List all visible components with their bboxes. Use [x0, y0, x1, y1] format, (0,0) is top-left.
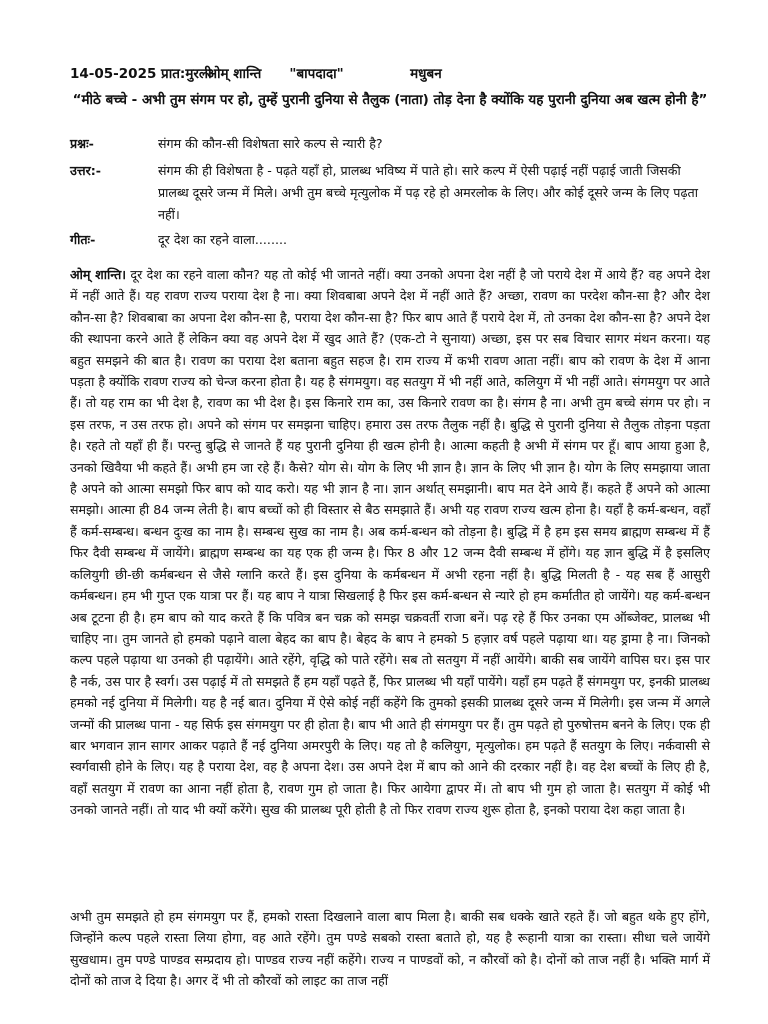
- body-paragraph-1-text: दूर देश का रहने वाला कौन? यह तो कोई भी जानते नहीं। क्या उनको अपना देश नहीं है जो पराये देश में आये हैं? वह अपने देश में नहीं आते हैं। यह रावण राज्य पराया देश है ना। क्या शिवबाबा अपने देश में नहीं आते हैं? अच्छा, रावण का परदेश कौन-सा है? और देश कौन-सा है? शिवबाबा का अपना देश कौन-सा है, पराया देश कौन-सा है? फिर बाप आते हैं पराये देश में, तो उनका देश कौन-सा है? अपने देश की स्थापना करने आते हैं लेकिन क्या वह अपने देश में खुद आते हैं? (एक-टो ने सुनाया) अच्छा, इस पर सब विचार सागर मंथन करना। यह बहुत समझने की बात है। रावण का पराया देश बताना बहुत सहज है। राम राज्य में कभी रावण आता नहीं। बाप को रावण के देश में आना पड़ता है क्योंकि रावण राज्य को चेन्ज करना होता है। यह है संगमयुग। वह सतयुग में भी नहीं आते, कलियुग में भी नहीं आते। संगमयुग पर आते हैं। तो यह राम का भी देश है, रावण का भी देश है। इस किनारे राम का, उस किनारे रावण का है। संगम है ना। अभी तुम बच्चे संगम पर हो। न इस तरफ, न उस तरफ हो। अपने को संगम पर समझना चाहिए। हमारा उस तरफ तैलुक नहीं है। बुद्धि से पुरानी दुनिया से तैलुक तोड़ना पड़ता है। रहते तो यहाँ ही हैं। परन्तु बुद्धि से जानते हैं यह पुरानी दुनिया ही खत्म होनी है। आत्मा कहती है अभी में संगम पर हूँ। बाप आया हुआ है, उनको खिवैया भी कहते हैं। अभी हम जा रहे हैं। कैसे? योग से। योग के लिए भी ज्ञान है। ज्ञान के लिए भी ज्ञान है। योग के लिए समझाया जाता है अपने को आत्मा समझो फिर बाप को याद करो। यह भी ज्ञान है ना। ज्ञान अर्थात् समझानी। बाप मत देने आये हैं। कहते हैं अपने को आत्मा समझो। आत्मा ही 84 जन्म लेती है। बाप बच्चों को ही विस्तार से बैठ समझाते हैं। अभी यह रावण राज्य खत्म होना है। यहाँ है कर्म-बन्धन, वहाँ हैं कर्म-सम्बन्ध। बन्धन दुःख का नाम है। सम्बन्ध सुख का नाम है। अब कर्म-बन्धन को तोड़ना है। बुद्धि में है हम इस समय ब्राह्मण सम्बन्ध में हैं फिर दैवी सम्बन्ध में जायेंगे। ब्राह्मण सम्बन्ध का यह एक ही जन्म है। फिर 8 और 12 जन्म दैवी सम्बन्ध में होंगे। यह ज्ञान बुद्धि में है इसलिए कलियुगी छी-छी कर्मबन्धन से जैसे ग्लानि करते हैं। इस दुनिया के कर्मबन्धन में अभी रहना नहीं है। बुद्धि मिलती है - यह सब हैं आसुरी कर्मबन्धन। हम भी गुप्त एक यात्रा पर हैं। यह बाप ने यात्रा सिखलाई है फिर इस कर्म-बन्धन से न्यारे हो हम कर्मातीत हो जायेंगे। यह कर्म-बन्धन अब टूटना ही है। हम बाप को याद करते हैं कि पवित्र बन चक्र को समझ चक्रवर्ती राजा बनें। पढ़ रहे हैं फिर उनका एम ऑब्जेक्ट, प्रालब्ध भी चाहिए ना। तुम जानते हो हमको पढ़ाने वाला बेहद का बाप है। बेहद के बाप ने हमको 5 हज़ार वर्ष पहले पढ़ाया था। यह ड्रामा है ना। जिनको कल्प पहले पढ़ाया था उनको ही पढ़ायेंगे। आते रहेंगे, वृद्धि को पाते रहेंगे। सब तो सतयुग में नहीं आयेंगे। बाकी सब जायेंगे वापिस घर। इस पार है नर्क, उस पार है स्वर्ग। उस पढ़ाई में तो समझते हैं हम यहाँ पढ़ते हैं, फिर प्रालब्ध भी यहाँ पायेंगे। यहाँ हम पढ़ते हैं संगमयुग पर, इनकी प्रालब्ध हमको नई दुनिया में मिलेगी। यह है नई बात। दुनिया में ऐसे कोई नहीं कहेंगे कि तुमको इसकी प्रालब्ध दूसरे जन्म में मिलेगी। इस जन्म में अगले जन्मों की प्रालब्ध पाना - यह सिर्फ इस संगमयुग पर ही होता है। बाप भी आते ही संगमयुग पर हैं। तुम पढ़ते हो पुरुषोत्तम बनने के लिए। एक ही बार भगवान ज्ञान सागर आकर पढ़ाते हैं नई दुनिया अमरपुरी के लिए। यह तो है कलियुग, मृत्युलोक। हम पढ़ते हैं सतयुग के लिए। नर्कवासी से स्वर्गवासी होने के लिए। यह है पराया देश, वह है अपना देश। उस अपने देश में बाप को आने की दरकार नहीं है। वह देश बच्चों के लिए ही है, वहाँ सतयुग में रावण का आना नहीं होता है, रावण गुम हो जाता है। फिर आयेगा द्वापर में। तो बाप भी गुम हो जाता है। सतयुग में कोई भी उनको जानते नहीं। तो याद भी क्यों करेंगे। सुख की प्रालब्ध पूरी होती है तो फिर रावण राज्य शुरू होता है, इनको पराया देश कहा जाता है।: [70, 267, 711, 818]
- header-om-shanti: ओम् शान्ति: [206, 66, 262, 82]
- answer-text: संगम की ही विशेषता है - पढ़ते यहाँ हो, प्रालब्ध भविष्य में पाते हो। सारे कल्प में ऐसी पढ़ाई नहीं पढ़ाई जाती जिसकी प्रालब्ध दूसरे जन्म में मिले। अभी तुम बच्चे मृत्युलोक में पढ़ रहे हो अमरलोक के लिए। और कोई दूसरे जन्म के लिए पढ़ता नहीं।: [158, 163, 698, 222]
- murli-date: 14-05-2025 प्रात:मुरली: [70, 66, 212, 82]
- song-text: दूर देश का रहने वाला........: [158, 232, 287, 247]
- header-bapdada: "बापदादा": [289, 66, 344, 82]
- body-paragraph-1: [70, 264, 710, 821]
- header-place: मधुबन: [410, 66, 442, 82]
- body-lead-om-shanti: ओम् शान्ति।: [70, 267, 127, 282]
- song-block: [70, 229, 710, 251]
- murli-title: “मीठे बच्चे - अभी तुम संगम पर हो, तुम्हें पुरानी दुनिया से तैलुक (नाता) तोड़ देना है क्योंकि यह पुरानी दुनिया अब खत्म होनी है”: [72, 92, 708, 108]
- song-label: गीतः-: [70, 232, 96, 247]
- answer-label: उत्तर:-: [70, 163, 102, 178]
- question-label: प्रश्नः-: [70, 136, 94, 151]
- answer-block: [70, 160, 710, 226]
- question-text: संगम की कौन-सी विशेषता सारे कल्प से न्यारी है?: [158, 136, 383, 151]
- body-paragraph-2: अभी तुम समझते हो हम संगमयुग पर हैं, हमको रास्ता दिखलाने वाला बाप मिला है। बाकी सब धक्के खाते रहते हैं। जो बहुत थके हुए होंगे, जिन्होंने कल्प पहले रास्ता लिया होगा, वह आते रहेंगे। तुम पण्डे सबको रास्ता बताते हो, यह है रूहानी यात्रा का रास्ता। सीधा चले जायेंगे सुखधाम। तुम पण्डे पाण्डव सम्प्रदाय हो। पाण्डव राज्य नहीं कहेंगे। राज्य न पाण्डवों को, न कौरवों को है। दोनों को ताज नहीं है। भक्ति मार्ग में दोनों को ताज दे दिया है। अगर दें भी तो कौरवों को लाइट का ताज नहीं: [70, 909, 710, 989]
- question-block: [70, 133, 710, 155]
- murli-header: [70, 64, 442, 82]
